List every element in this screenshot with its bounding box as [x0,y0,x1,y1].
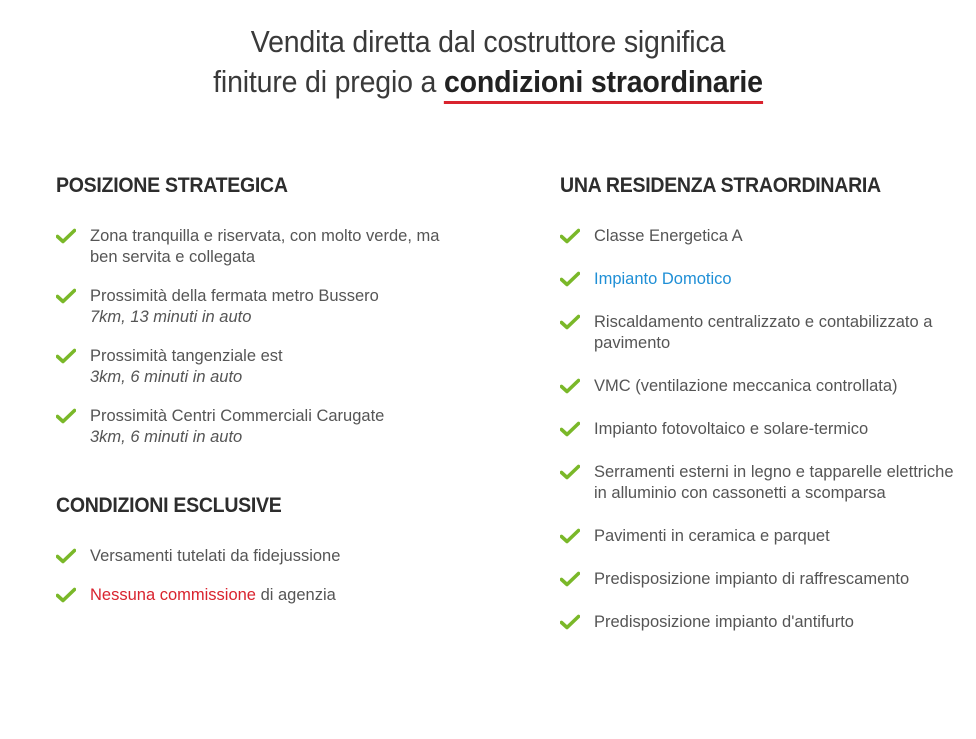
list-item [560,226,960,247]
check-icon [56,587,76,603]
check-icon [560,228,580,244]
impianto-domotico-link[interactable]: Impianto Domotico [594,270,732,288]
list-item-text: di agenzia [255,586,336,604]
list-item-text: Riscaldamento centralizzato e contabilizzato a pavimento [594,313,933,352]
check-icon [56,408,76,424]
check-icon [560,614,580,630]
list-item [56,346,456,388]
headline-line-2 [39,62,937,102]
list-item-text: VMC (ventilazione meccanica controllata) [594,377,898,395]
posizione-list [56,226,456,448]
check-icon [56,548,76,564]
headline-highlight: condizioni straordinarie [444,64,763,104]
headline-line-2-prefix: finiture di pregio a [213,64,444,99]
check-icon [56,348,76,364]
list-item-text: Predisposizione impianto d'antifurto [594,613,854,631]
list-item [56,585,456,606]
list-item-text: Pavimenti in ceramica e parquet [594,527,830,545]
list-item-detail: 7km, 13 minuti in auto [90,308,252,326]
section-title-condizioni: CONDIZIONI ESCLUSIVE [56,494,282,517]
highlight-text: Nessuna commissione [90,586,256,604]
list-item-text: Classe Energetica A [594,227,743,245]
list-item [560,269,960,290]
check-icon [560,271,580,287]
check-icon [560,571,580,587]
residenza-list [560,226,960,633]
left-column [56,174,456,624]
list-item [56,226,456,268]
list-item [560,612,960,633]
check-icon [56,228,76,244]
check-icon [560,421,580,437]
list-item-detail: 3km, 6 minuti in auto [90,368,243,386]
section-title-residenza: UNA RESIDENZA STRAORDINARIA [560,174,881,197]
list-item [56,406,456,448]
check-icon [56,288,76,304]
headline [0,22,976,102]
list-item [560,462,960,504]
right-column [560,174,960,655]
check-icon [560,528,580,544]
headline-line-1: Vendita diretta dal costruttore significa [250,24,726,59]
list-item-text: Zona tranquilla e riservata, con molto verde, ma ben servita e collegata [90,227,440,266]
list-item [560,526,960,547]
list-item [560,376,960,397]
list-item-text: Impianto fotovoltaico e solare-termico [594,420,869,438]
condizioni-list [56,546,456,606]
check-icon [560,314,580,330]
section-title-posizione: POSIZIONE STRATEGICA [56,174,288,197]
list-item-text: Prossimità tangenziale est [90,347,283,365]
list-item-text: Prossimità della fermata metro Bussero [90,287,379,305]
list-item-text: Versamenti tutelati da fidejussione [90,547,341,565]
list-item-text: Prossimità Centri Commerciali Carugate [90,407,385,425]
list-item [560,419,960,440]
check-icon [560,378,580,394]
list-item-text: Predisposizione impianto di raffrescamento [594,570,910,588]
list-item [560,569,960,590]
list-item-detail: 3km, 6 minuti in auto [90,428,243,446]
condizioni-section [56,494,456,606]
check-icon [560,464,580,480]
list-item [560,312,960,354]
list-item [56,286,456,328]
list-item-text: Serramenti esterni in legno e tapparelle elettriche in alluminio con cassonetti a scomparsa [594,463,954,502]
list-item [56,546,456,567]
